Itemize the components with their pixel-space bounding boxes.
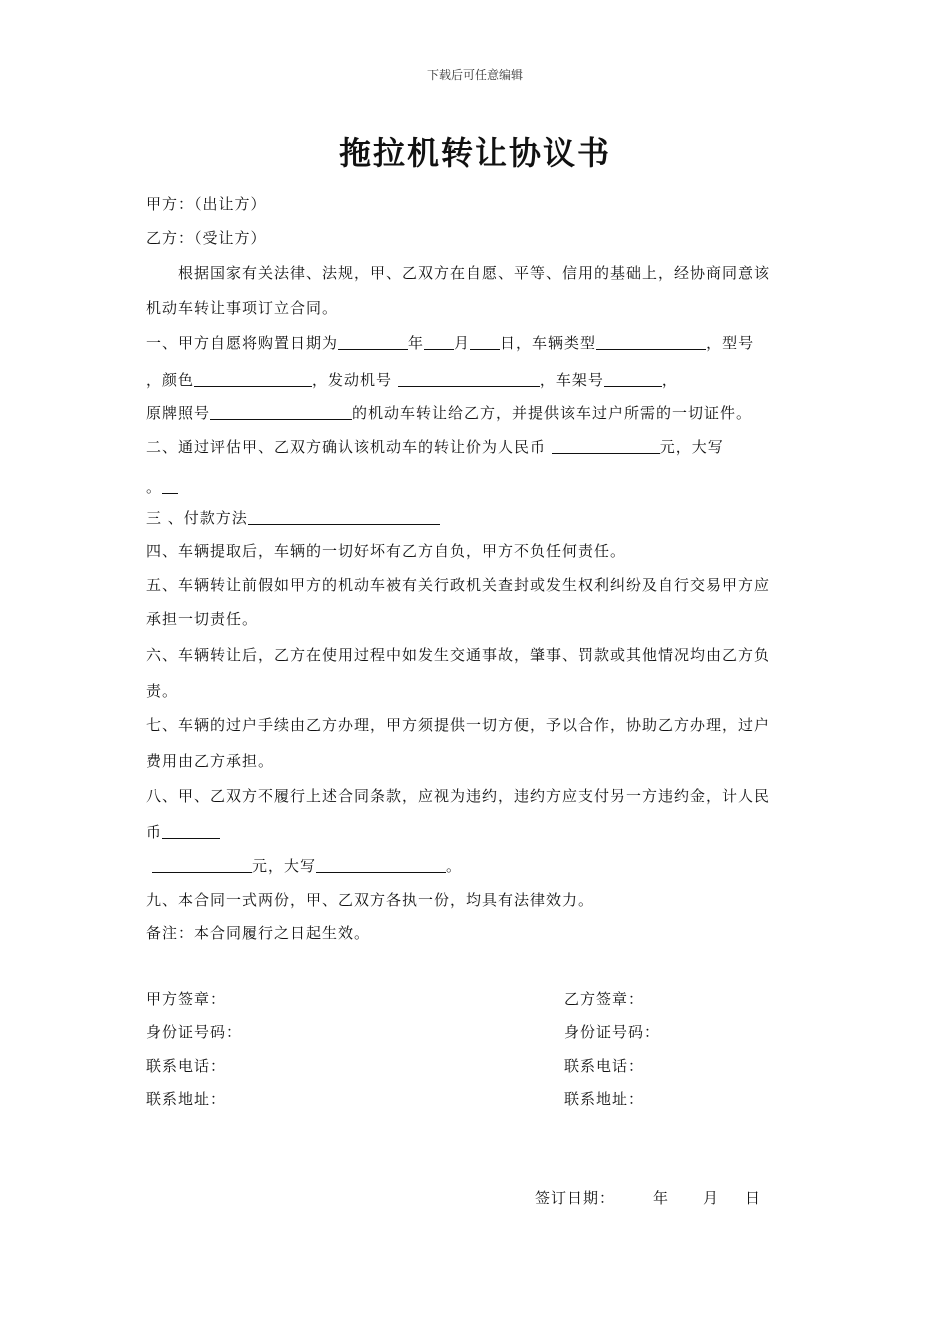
day-vehicle-type-label: 日，车辆类型	[500, 334, 597, 352]
plate-label: 原牌照号	[146, 404, 211, 422]
clause-7-line-2: 费用由乙方承担。	[146, 752, 275, 770]
color-label: ，颜色	[146, 371, 195, 389]
party-b-address-label: 联系地址：	[564, 1090, 645, 1108]
party-a-id-label: 身份证号码：	[146, 1023, 243, 1041]
clause-2-tail: 。	[146, 478, 163, 496]
engine-number-blank[interactable]	[398, 370, 540, 387]
clause-8-line-3	[152, 855, 462, 877]
month-label: 月	[454, 334, 471, 352]
signing-date-day: 日	[745, 1189, 762, 1207]
clause-3-text: 三 、付款方法	[146, 509, 248, 527]
signing-date-label: 签订日期：	[535, 1189, 616, 1207]
header-note: 下载后可任意编辑	[426, 68, 523, 82]
clause-5-line-1: 五、车辆转让前假如甲方的机动车被有关行政机关查封或发生权利纠纷及自行交易甲方应	[146, 576, 771, 594]
purchase-year-blank[interactable]	[338, 333, 408, 350]
plate-number-blank[interactable]	[210, 403, 352, 420]
penalty-amount-blank[interactable]	[162, 822, 220, 839]
clause-9-line: 九、本合同一式两份，甲、乙双方各执一份，均具有法律效力。	[146, 891, 595, 909]
purchase-month-blank[interactable]	[424, 333, 454, 350]
clause-6-line-2: 责。	[146, 682, 179, 700]
currency-label: 币	[146, 823, 163, 841]
frame-number-blank[interactable]	[604, 370, 662, 387]
clause-1-prefix: 一、甲方自愿将购置日期为	[146, 334, 339, 352]
clause-1-line-3	[146, 402, 752, 424]
party-a-phone-label: 联系电话：	[146, 1057, 227, 1075]
clause-2-line-2	[146, 476, 178, 498]
clause-7-line-1: 七、车辆的过户手续由乙方办理，甲方须提供一切方便，予以合作，协助乙方办理，过户	[146, 716, 771, 734]
remark-line: 备注：本合同履行之日起生效。	[146, 924, 371, 942]
penalty-figure-blank[interactable]	[152, 856, 252, 873]
intro-line-2: 机动车转让事项订立合同。	[146, 299, 339, 317]
price-words-blank[interactable]	[162, 483, 178, 494]
intro-line-1: 根据国家有关法律、法规，甲、乙双方在自愿、平等、信用的基础上，经协商同意该	[178, 264, 771, 282]
party-b-phone-label: 联系电话：	[564, 1057, 645, 1075]
party-a-address-label: 联系地址：	[146, 1090, 227, 1108]
color-blank[interactable]	[194, 370, 312, 387]
vehicle-type-blank[interactable]	[596, 333, 706, 350]
payment-method-blank[interactable]	[248, 508, 440, 525]
signing-date-year: 年	[653, 1189, 670, 1207]
clause-1-line-1	[146, 332, 754, 354]
year-label: 年	[408, 334, 425, 352]
clause-5-line-2: 承担一切责任。	[146, 610, 259, 628]
penalty-words-blank[interactable]	[316, 856, 446, 873]
party-b-signature-label: 乙方签章：	[564, 990, 645, 1008]
clause-1-line-2	[146, 369, 678, 391]
clause-2-line-1	[146, 436, 724, 458]
clause-8-line-2	[146, 821, 220, 843]
clause-3-line	[146, 507, 440, 529]
frame-end: ，	[661, 371, 678, 389]
party-a-line: 甲方：（出让方）	[146, 195, 267, 213]
price-unit-label: 元，大写	[659, 438, 724, 456]
clause-6-line-1: 六、车辆转让后，乙方在使用过程中如发生交通事故，肇事、罚款或其他情况均由乙方负	[146, 646, 771, 664]
model-label: ，型号	[706, 334, 755, 352]
clause-8-line-1: 八、甲、乙双方不履行上述合同条款，应视为违约，违约方应支付另一方违约金，计人民	[146, 787, 771, 805]
document-title: 拖拉机转让协议书	[338, 134, 611, 172]
clause-4-line: 四、车辆提取后，车辆的一切好坏有乙方自负，甲方不负任何责任。	[146, 542, 627, 560]
party-b-line: 乙方：（受让方）	[146, 229, 267, 247]
purchase-day-blank[interactable]	[470, 333, 500, 350]
clause-2-text: 二、通过评估甲、乙双方确认该机动车的转让价为人民币	[146, 438, 547, 456]
penalty-end: 。	[446, 857, 463, 875]
price-blank[interactable]	[552, 437, 660, 454]
plate-end-text: 的机动车转让给乙方，并提供该车过户所需的一切证件。	[352, 404, 753, 422]
signing-date-month: 月	[703, 1189, 720, 1207]
party-b-id-label: 身份证号码：	[564, 1023, 661, 1041]
party-a-signature-label: 甲方签章：	[146, 990, 227, 1008]
penalty-unit-label: 元，大写	[252, 857, 317, 875]
engine-label: ，发动机号	[312, 371, 393, 389]
frame-label: ，车架号	[539, 371, 604, 389]
